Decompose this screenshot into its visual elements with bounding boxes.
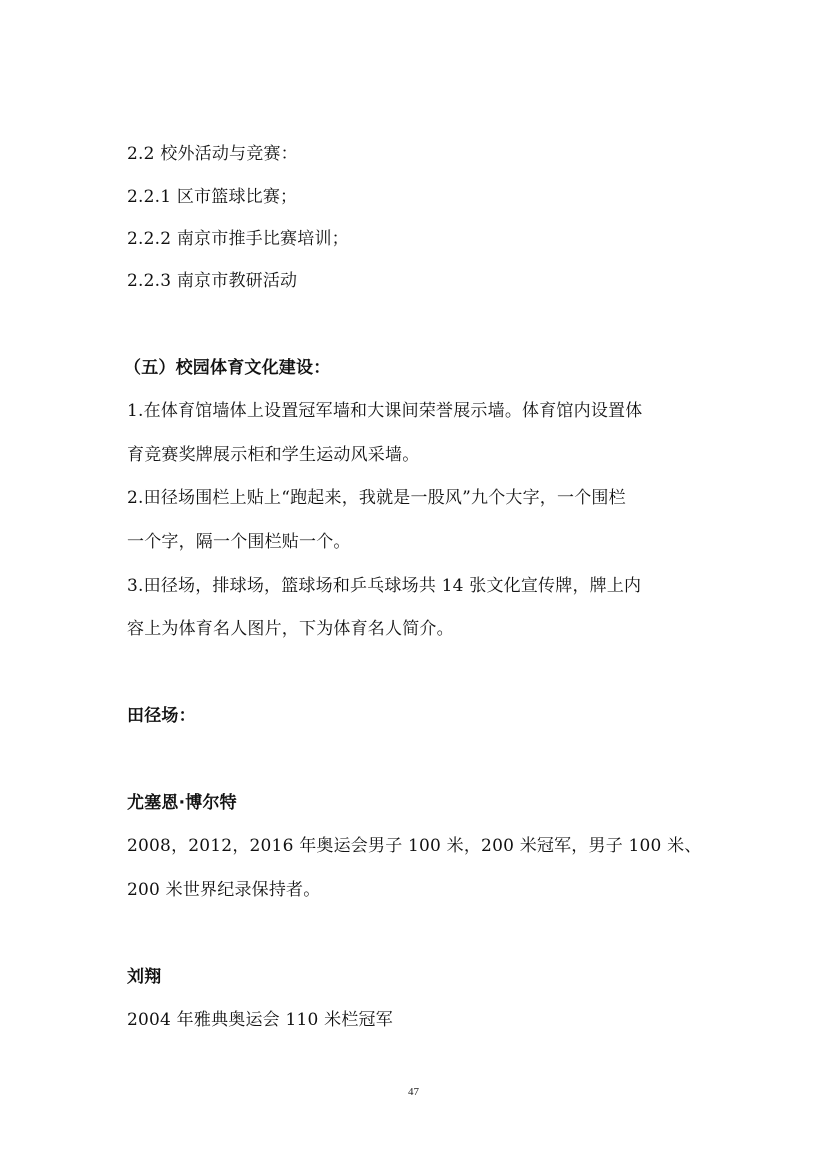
athlete-name-bolt: 尤塞恩·博尔特 — [127, 793, 237, 813]
paragraph-3-line-1: 3.田径场，排球场，篮球场和乒乓球场共 14 张文化宣传牌，牌上内 — [127, 576, 642, 596]
list-item: 2.2.2 南京市推手比赛培训； — [127, 229, 349, 249]
section-5-heading: （五）校园体育文化建设： — [124, 358, 331, 378]
list-item: 2.2.1 区市篮球比赛； — [127, 187, 298, 207]
paragraph-2-line-1: 2.田径场围栏上贴上“跑起来，我就是一股风”九个大字，一个围栏 — [127, 488, 626, 508]
athlete-desc-bolt-line-2: 200 米世界纪录保持者。 — [127, 880, 321, 900]
paragraph-1-line-2: 育竞赛奖牌展示柜和学生运动风采墙。 — [127, 445, 420, 465]
track-field-heading: 田径场： — [127, 706, 196, 726]
paragraph-2-line-2: 一个字，隔一个围栏贴一个。 — [127, 532, 351, 552]
list-item: 2.2.3 南京市教研活动 — [127, 271, 298, 291]
paragraph-1-line-1: 1.在体育馆墙体上设置冠军墙和大课间荣誉展示墙。体育馆内设置体 — [127, 401, 643, 421]
athlete-name-liu-xiang: 刘翔 — [127, 967, 162, 987]
athlete-desc-bolt-line-1: 2008，2012，2016 年奥运会男子 100 米，200 米冠军，男子 100 米、 — [127, 836, 702, 856]
athlete-desc-liu-xiang: 2004 年雅典奥运会 110 米栏冠军 — [127, 1010, 393, 1030]
page-number: 47 — [408, 1086, 419, 1098]
paragraph-3-line-2: 容上为体育名人图片，下为体育名人简介。 — [127, 619, 454, 639]
section-2-2-title: 2.2 校外活动与竞赛： — [127, 144, 298, 164]
